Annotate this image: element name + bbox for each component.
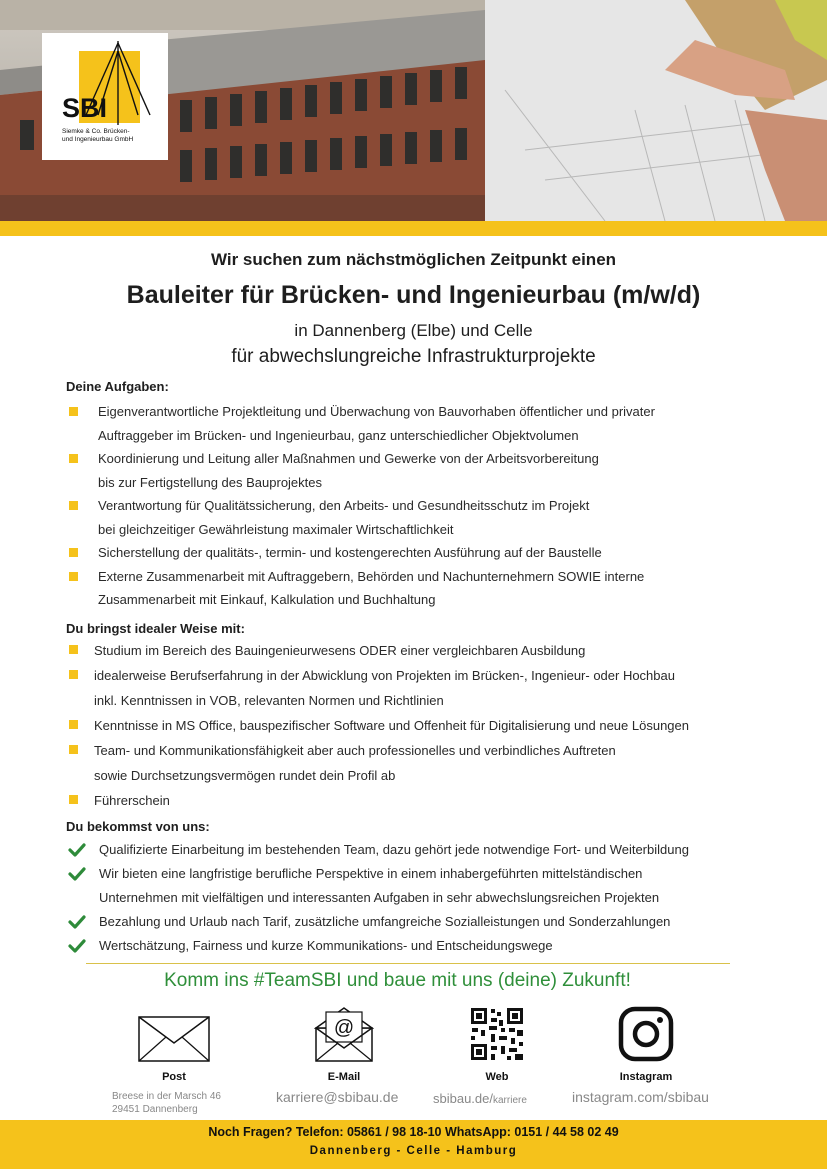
list-item — [66, 713, 756, 738]
company-logo — [42, 33, 168, 160]
yellow-square-icon — [69, 720, 78, 729]
list-item — [66, 638, 756, 663]
checkmark-icon — [68, 867, 86, 881]
list-item-text: Auftraggeber im Brücken- und Ingenieurbau, ganz unterschiedlicher Objektvolumen — [98, 427, 579, 443]
list-item-text: Wertschätzung, Fairness und kurze Kommunikations- und Entscheidungswege — [99, 938, 553, 953]
benefits-heading: Du bekommst von uns: — [66, 819, 210, 834]
website-path: karriere — [493, 1095, 527, 1106]
checkmark-icon — [68, 939, 86, 953]
website-link[interactable] — [433, 1091, 527, 1106]
list-item-text: Bezahlung und Urlaub nach Tarif, zusätzliche umfangreiche Sozialleistungen und Sonderzahlungen — [99, 914, 671, 929]
list-item — [66, 838, 756, 862]
contact-email[interactable] — [308, 1006, 380, 1083]
list-item — [66, 910, 756, 934]
svg-text:SBI: SBI — [62, 93, 108, 123]
list-item-text: bei gleichzeitiger Gewährleistung maximaler Wirtschaftlichkeit — [98, 521, 454, 537]
list-item-text: Kenntnisse in MS Office, bauspezifischer Software und Offenheit für Digitalisierung und neue Lösungen — [94, 718, 689, 733]
footer-locations: Dannenberg - Celle - Hamburg — [309, 1145, 518, 1157]
yellow-square-icon — [69, 454, 78, 463]
footer-contact-line: Noch Fragen? Telefon: 05861 / 98 18-10 WhatsApp: 0151 / 44 58 02 49 — [208, 1125, 619, 1139]
email-label: E-Mail — [327, 1071, 361, 1083]
company-name: Siemke & Co. Brücken- und Ingenieurbau GmbH — [62, 128, 134, 143]
yellow-square-icon — [69, 572, 78, 581]
list-item-text: inkl. Kenntnissen in VOB, relevanten Normen und Richtlinien — [94, 693, 444, 708]
qr-code-icon — [469, 1006, 525, 1062]
benefits-list — [66, 838, 756, 958]
list-item-text: Qualifizierte Einarbeitung im bestehenden Team, dazu gehört jede notwendige Fort- und Weiterbildung — [99, 842, 689, 857]
list-item — [66, 663, 756, 713]
envelope-icon — [138, 1016, 210, 1062]
instagram-label: Instagram — [619, 1071, 673, 1083]
job-title: Bauleiter für Brücken- und Ingenieurbau (m/w/d) — [126, 281, 701, 309]
list-item-text: Koordinierung und Leitung aller Maßnahmen und Gewerke von der Arbeitsvorbereitung — [98, 451, 599, 466]
list-item — [66, 494, 756, 541]
divider-line — [86, 963, 730, 964]
list-item-text: sowie Durchsetzungsvermögen rundet dein Profil ab — [94, 768, 396, 783]
instagram-link[interactable]: instagram.com/sbibau — [572, 1089, 709, 1105]
sbi-logo-icon — [42, 33, 168, 128]
postal-address: Breese in der Marsch 46 29451 Dannenberg — [112, 1091, 221, 1115]
list-item-text: Team- und Kommunikationsfähigkeit aber auch professionelles und verbindliches Auftreten — [94, 743, 616, 758]
list-item — [66, 738, 756, 788]
yellow-square-icon — [69, 645, 78, 654]
job-location: in Dannenberg (Elbe) und Celle — [294, 321, 533, 340]
checkmark-icon — [68, 843, 86, 857]
svg-text:@: @ — [333, 1017, 355, 1039]
yellow-square-icon — [69, 795, 78, 804]
list-item — [66, 400, 756, 447]
website-main: sbibau.de/ — [433, 1091, 493, 1106]
yellow-square-icon — [69, 407, 78, 416]
list-item-text: idealerweise Berufserfahrung in der Abwicklung von Projekten im Brücken-, Ingenieur- oder Hochbau — [94, 668, 675, 683]
yellow-square-icon — [69, 548, 78, 557]
hero-banner — [0, 0, 827, 221]
list-item — [66, 541, 756, 565]
blueprint-hands-photo — [485, 0, 827, 221]
yellow-divider-bar — [0, 221, 827, 236]
post-label: Post — [162, 1071, 186, 1083]
list-item-text: Verantwortung für Qualitätssicherung, den Arbeits- und Gesundheitsschutz im Projekt — [98, 498, 590, 513]
list-item-text: Eigenverantwortliche Projektleitung und Überwachung von Bauvorhaben öffentlicher und privater — [98, 404, 655, 419]
list-item-text: Wir bieten eine langfristige berufliche Perspektive in einem inhabergeführten mittelständischen — [99, 866, 643, 881]
requirements-heading: Du bringst idealer Weise mit: — [66, 621, 245, 636]
contact-web[interactable] — [462, 1006, 532, 1083]
instagram-icon — [618, 1006, 674, 1062]
tasks-list — [66, 400, 756, 612]
list-item — [66, 447, 756, 494]
list-item-text: Sicherstellung der qualitäts-, termin- und kostengerechten Ausführung auf der Baustelle — [98, 545, 602, 560]
list-item — [66, 788, 756, 813]
footer-bar — [0, 1120, 827, 1169]
list-item-text: bis zur Fertigstellung des Bauprojektes — [98, 474, 323, 490]
list-item-text: Unternehmen mit vielfältigen und interessanten Aufgaben in sehr abwechslungsreichen Projekten — [99, 890, 660, 905]
list-item — [66, 934, 756, 958]
email-envelope-icon — [314, 1006, 374, 1062]
list-item-text: Zusammenarbeit mit Einkauf, Kalkulation und Buchhaltung — [98, 592, 436, 607]
web-label: Web — [485, 1071, 509, 1083]
yellow-square-icon — [69, 745, 78, 754]
yellow-square-icon — [69, 501, 78, 510]
list-item-text: Führerschein — [94, 793, 170, 808]
list-item — [66, 565, 756, 612]
intro-text: Wir suchen zum nächstmöglichen Zeitpunkt einen — [210, 250, 617, 269]
slogan: Komm ins #TeamSBI und baue mit uns (deine) Zukunft! — [164, 970, 631, 991]
list-item — [66, 862, 756, 910]
tasks-heading: Deine Aufgaben: — [66, 379, 169, 394]
checkmark-icon — [68, 915, 86, 929]
job-projects: für abwechslungreiche Infrastrukturprojekte — [231, 346, 596, 367]
email-address-link[interactable]: karriere@sbibau.de — [276, 1089, 399, 1105]
list-item-text: Studium im Bereich des Bauingenieurwesens ODER einer vergleichbaren Ausbildung — [94, 643, 586, 658]
contact-post — [130, 1016, 218, 1083]
list-item-text: Externe Zusammenarbeit mit Auftraggebern, Behörden und Nachunternehmern SOWIE interne — [98, 568, 645, 584]
contact-instagram[interactable] — [606, 1006, 686, 1083]
requirements-list — [66, 638, 756, 813]
yellow-square-icon — [69, 670, 78, 679]
